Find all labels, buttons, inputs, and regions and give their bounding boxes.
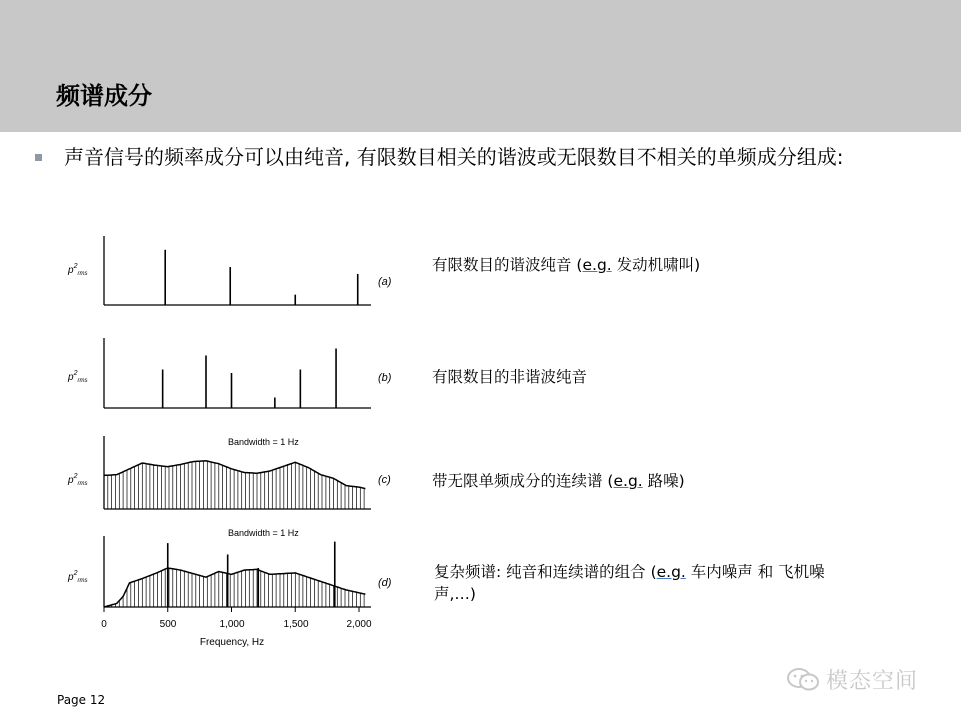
panel-label-a: (a): [378, 276, 392, 288]
spectrum-figure: [60, 228, 390, 658]
bandwidth-label-d: Bandwidth = 1 Hz: [228, 528, 299, 538]
panel-c-hatching: [108, 461, 364, 509]
panel-c-ylabel: [67, 473, 87, 487]
svg-text:p2rms: $p^2_{rms}$: [68, 570, 88, 584]
bullet-marker: [35, 154, 42, 161]
panel-b-ylabel: [67, 370, 87, 384]
watermark-text: 模态空间: [826, 669, 919, 694]
x-tick-0: 0: [101, 619, 107, 630]
x-tick-2000: 2,000: [346, 619, 372, 630]
watermark: [786, 664, 918, 695]
panel-label-d: (d): [378, 577, 392, 589]
panel-d-hatching: [108, 568, 364, 607]
bullet-text: 声音信号的频率成分可以由纯音, 有限数目相关的谐波或无限数目不相关的单频成分组成:: [64, 145, 844, 169]
description-b: 有限数目的非谐波纯音: [432, 368, 588, 386]
description-a: 有限数目的谐波纯音 (e.g. 发动机啸叫): [432, 256, 701, 274]
svg-text:p2rms: $p^2_{rms}$: [68, 473, 88, 487]
x-axis-title: Frequency, Hz: [199, 637, 265, 648]
panel-a-ylabel: [67, 263, 87, 277]
svg-text:p2rms: $p^2_{rms}$: [68, 263, 88, 277]
bandwidth-label-c: Bandwidth = 1 Hz: [228, 437, 299, 447]
description-c: 带无限单频成分的连续谱 (e.g. 路噪): [432, 472, 685, 490]
description-d: 复杂频谱: 纯音和连续谱的组合 (e.g. 车内噪声 和 飞机噪声,…): [434, 563, 825, 603]
panel-label-c: (c): [378, 474, 391, 486]
slide-title: 频谱成分: [56, 82, 152, 110]
panel-label-b: (b): [378, 372, 392, 384]
x-tick-500: 500: [159, 619, 177, 630]
panel-d-ylabel: [67, 570, 87, 584]
page-number: Page 12: [57, 693, 106, 707]
svg-text:p2rms: $p^2_{rms}$: [68, 370, 88, 384]
x-tick-1500: 1,500: [283, 619, 309, 630]
x-tick-1000: 1,000: [219, 619, 245, 630]
chat-bubble-icon: [786, 667, 820, 693]
header-band: [0, 0, 961, 132]
